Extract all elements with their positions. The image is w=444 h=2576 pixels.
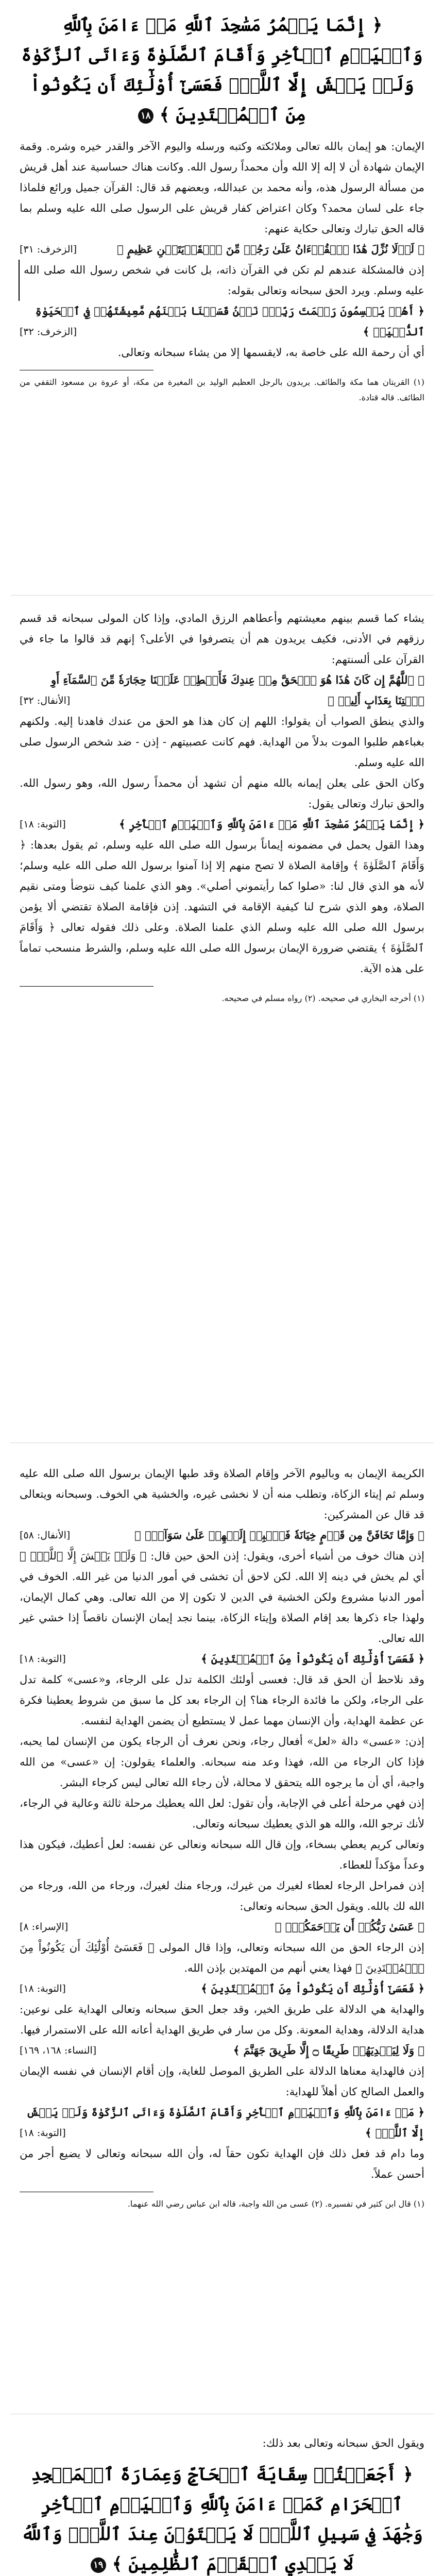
paragraph: والهداية هي الدلالة على طريق الخير، وقد جعل الحق سبحانه وتعالى الهداية على نوعين: هداية الدلالة، وهداية المعونة. وكل من سار في طريق الهداية أعانه الله على الاستمرار فيها. (20, 2003, 424, 2036)
quote-text: ﴿ وَإِمَّا تَخَافَنَّ مِن قَوۡمٍ خِيَانَةٗ فَٱنۢبِذۡ إِلَيۡهِمۡ عَلَىٰ سَوَآءٍۚ ﴾ (134, 1529, 424, 1541)
quran-quote (15, 239, 429, 260)
page-3 (15, 1463, 429, 2401)
paragraph: والذي ينطق الصواب أن يقولوا: اللهم إن كان هذا هو الحق من عندك فاهدنا إليه. ولكنهم بغباءهم طلبوا الموت بدلاً من الهداية. فهم كانت عصبيتهم - إذن - ضد شخص الرسول صلى الله عليه وسلم. (20, 715, 425, 769)
quote-reference: [الإسراء: ٨] (20, 1921, 69, 1933)
paragraph: إذن هناك خوف من أشياء أخرى، ويقول: إذن الحق حين قال: ﴿ وَلَمۡ يَخۡشَ إِلَّا ٱللَّهَۖ ﴾ أي لم يخش في دينه إلا الله. لكن لاحق أن تخشى في أمور الدنيا من غير الله. الخوف في أمور الدنيا مشروع ولكن الخشية في الدين لا تكون إلا من الله تعالى. وهي كمال الإيمان، ولهذا جاء ذكرها بعد إقام الصلاة وإيتاء الزكاة، بينما نجد إيمان الإنسان ناقصاً إذا خشي غير الله تعالى. (20, 1550, 424, 1645)
quote-text: ﴿ عَسَىٰ رَبُّكُمۡ أَن يَرۡحَمَكُمۡۚ ﴾ (275, 1920, 424, 1933)
paragraph: إذن فهي مرحلة أعلى في الإجابة، وأن تقول: لعل الله يعطيك مرحلة ثالثة وعالية في الرجاء، لأنك ترجو الله، والله هو الذي يعطيك سبحانه وتعالى. (20, 1797, 424, 1830)
quran-quote (15, 2040, 429, 2061)
ayah-number: ١٩ (91, 2557, 106, 2573)
quote-reference: [الزخرف: ٣٢] (20, 326, 77, 337)
quote-reference: [التوبة: ١٨] (20, 1653, 66, 1665)
quote-text: ﴿ مَنۡ ءَامَنَ بِٱللَّهِ وَٱلۡيَوۡمِ ٱلۡأٓخِرِ وَأَقَامَ ٱلصَّلَوٰةَ وَءَاتَى ٱلزَّكَوٰةَ وَلَمۡ يَخۡشَ إِلَّا ٱللَّهَۖ ﴾ (26, 2106, 424, 2139)
quran-quote (15, 1978, 429, 1999)
page-divider (10, 595, 434, 596)
quran-quote (15, 670, 429, 711)
paragraph: يشاء كما قسم بينهم معيشتهم وأعطاهم الرزق المادي، وإذا كان المولى سبحانه قد قسم رزقهم في الأدنى، فكيف يريدون هم أن يتصرفوا في الأعلى؟ إنهم قد قالوا ما جاء في القرآن على ألسنتهم: (20, 612, 424, 666)
quote-text: ﴿ إِنَّمَا يَعۡمُرُ مَسَٰجِدَ ٱللَّهِ مَنۡ ءَامَنَ بِٱللَّهِ وَٱلۡيَوۡمِ ٱلۡأٓخِرِ ﴾ (119, 818, 424, 831)
heading-verse-text: ﴿ إِنَّمَا يَعۡمُرُ مَسَٰجِدَ ٱللَّهِ مَنۡ ءَامَنَ بِٱللَّهِ وَٱلۡيَوۡمِ ٱلۡأٓخِرِ وَأَقَامَ ٱلصَّلَوٰةَ وَءَاتَى ٱلزَّكَوٰةَ وَلَمۡ يَخۡشَ إِلَّا ٱللَّهَۖ فَعَسَىٰٓ أُوْلَٰٓئِكَ أَن يَكُونُواْ مِنَ ٱلۡمُهۡتَدِينَ ﴾ (21, 15, 423, 125)
quote-reference: [الأنفال: ٥٨] (20, 1530, 71, 1541)
quote-reference: [الأنفال: ٣٢] (20, 695, 71, 706)
paragraph: وما دام قد فعل ذلك فإن الهداية تكون حقاً له، وأن الله سبحانه وتعالى لا يضيع أجر من أحسن عملاً. (20, 2147, 424, 2180)
quran-quote (15, 301, 429, 342)
heading-verse (15, 10, 429, 130)
quran-quote (15, 2102, 429, 2143)
quote-text: ﴿ أَهُمۡ يَقۡسِمُونَ رَحۡمَتَ رَبِّكَۚ نَحۡنُ قَسَمۡنَا بَيۡنَهُم مَّعِيشَتَهُمۡ فِي ٱلۡحَيَوٰةِ ٱلدُّنۡيَاۚ ﴾ (35, 304, 424, 338)
paragraph: الكريمة الإيمان به وباليوم الآخر وإقام الصلاة وقد طبها الإيمان برسول الله صلى الله عليه وسلم ثم إيتاء الزكاة، وتطلب منه أن لا نخشى غيره، والخشية هي الخوف. وسبحانه ويتعالى قد قال عن المشركين: (20, 1467, 424, 1521)
quote-reference: [الزخرف: ٣١] (20, 244, 77, 255)
footnote: (١) قال ابن كثير في تفسيره. (٢) عسى من الله واجبة، قاله ابن عباس رضي الله عنهما. (127, 2199, 424, 2209)
paragraph: وكان الحق على يعلن إيمانه بالله منهم أن تشهد أن محمداً رسول الله، وهو رسول الله. والحق تبارك وتعالى يقول: (20, 777, 424, 810)
quote-text: ﴿ لَوۡلَا نُزِّلَ هَٰذَا ٱلۡقُرۡءَانُ عَلَىٰ رَجُلٖ مِّنَ ٱلۡقَرۡيَتَيۡنِ عَظِيمٍ ﴾ (117, 243, 424, 256)
page-1 (15, 10, 429, 582)
quote-text: ﴿ ٱللَّهُمَّ إِن كَانَ هَٰذَا هُوَ ٱلۡحَقَّ مِنۡ عِندِكَ فَأَمۡطِرۡ عَلَيۡنَا حِجَارَةٗ مِّنَ ٱلسَّمَآءِ أَوِ ٱئۡتِنَا بِعَذَابٍ أَلِيمٖ ﴾ (51, 673, 424, 707)
quote-text: ﴿ فَعَسَىٰٓ أُوْلَٰٓئِكَ أَن يَكُونُواْ مِنَ ٱلۡمُهۡتَدِينَ ﴾ (201, 1652, 424, 1665)
quote-reference: [التوبة: ١٨] (20, 1983, 66, 1994)
quote-text: ﴿ فَعَسَىٰٓ أُوْلَٰٓئِكَ أَن يَكُونُواْ مِنَ ٱلۡمُهۡتَدِينَ ﴾ (201, 1982, 424, 1995)
quote-reference: [التوبة: ١٨] (20, 2127, 66, 2139)
paragraph: إذن فالهداية معناها الدلالة على الطريق الموصل للغاية، وإن أقام الإنسان في نفسه الإيمان والعمل الصالح كان أهلاً للهداية: (20, 2065, 424, 2098)
quote-reference: [التوبة: ١٨] (20, 819, 66, 830)
page-4 (15, 2427, 429, 2576)
quran-quote (15, 814, 429, 835)
paragraph: الإيمان: هو إيمان بالله تعالى وملائكته وكتبه ورسله واليوم الآخر والقدر خيره وشره. وقمة الإيمان شهادة أن لا إله إلا الله وأن محمداً رسول الله. وكانت هناك حساسية عند أهل قريش من مسألة الرسول هذه، وأنه محمد بن عبدالله، وبعضهم قد قال: القرآن جميل ورائع فلماذا جاء على لسان محمد؟ وكان اعتراض كفار قريش على الرسول صلى الله عليه وسلم بما قاله الحق تبارك وتعالى حكاية عنهم: (20, 140, 424, 235)
page-2 (15, 608, 429, 1422)
paragraph: وتعالى كريم يعطي بسخاء، وإن قال الله سبحانه ونعالى عن نفسه: لعل أعطيك، فيكون هذا وعداً مؤكداً للعطاء. (20, 1838, 424, 1871)
paragraph: إذن الرجاء الحق من الله سبحانه وتعالى، وإذا قال المولى ﴿ فَعَسَىٰٓ أُوْلَٰٓئِكَ أَن يَكُونُواْ مِنَ ٱلۡمُهۡتَدِينَ ﴾ فهذا يعني أنهم من المهتدين بإذن الله. (20, 1941, 424, 1974)
quote-reference: [النساء: ١٦٨، ١٦٩] (20, 2045, 97, 2056)
quote-text: ﴿ وَلَا لِيَهۡدِيَهُمۡ طَرِيقًا ۝ إِلَّا طَرِيقَ جَهَنَّمَ ﴾ (233, 2044, 424, 2057)
quran-quote (15, 1525, 429, 1546)
paragraph: إذن: «عسى» دالة «لعل» أفعال رجاء، ونحن نعرف أن الرجاء يكون من الإنسان لما يحبه، فإذا كان الرجاء من الله، فهذا وعد منه سبحانه. والعلماء يقولون: إن «عسى» من الله واجبة، أي أن ما يرجوه الله يتحقق لا محالة، لأن رجاء الله تعالى ليس كرجاء البشر. (20, 1735, 424, 1789)
closing-verse (15, 2460, 429, 2576)
quran-quote (15, 1649, 429, 1669)
footnote: (١) أخرجه البخاري في صحيحه. (٢) رواه مسلم في صحيحه. (221, 993, 424, 1003)
footnote: (١) القريتان هما مكة والطائف. يريدون بالرجل العظيم الوليد بن المغيرة من مكة، أو عروة بن مسعود الثقفي من الطائف. قاله قتادة. (20, 377, 424, 402)
closing-verse-text: ﴿ أَجَعَلۡتُمۡ سِقَايَةَ ٱلۡحَآجِّ وَعِمَارَةَ ٱلۡمَسۡجِدِ ٱلۡحَرَامِ كَمَنۡ ءَامَنَ بِٱللَّهِ وَٱلۡيَوۡمِ ٱلۡأٓخِرِ وَجَٰهَدَ فِي سَبِيلِ ٱللَّهِۚ لَا يَسۡتَوُۥنَ عِندَ ٱللَّهِۗ وَٱللَّهُ لَا يَهۡدِي ٱلۡقَوۡمَ ٱلظَّٰلِمِينَ ﴾ (21, 2464, 423, 2574)
quran-quote (15, 1917, 429, 1937)
paragraph: أي أن رحمة الله على خاصة به، لايقسمها إلا من يشاء سبحانه وتعالى. (117, 346, 424, 359)
paragraph: وقد نلاحظ أن الحق قد قال: فعسى أولئك الكلمة تدل على الرجاء، و«عسى» كلمة تدل على الرجاء، ولكن ما فائدة الرجاء هنا؟ إن الرجاء بعد كل ما سبق من شروط يعطينا فكرة عن عظمة الهداية، وأن الإنسان مهما عمل لا يستطيع أن يضمن الهداية لنفسه. (20, 1673, 424, 1727)
paragraph: وهذا القول يحمل في مضمونه إيماناً برسول الله صلى الله عليه وسلم، ثم يقول بعدها: ﴿ وَأَقَامَ ٱلصَّلَوٰةَ ﴾ وإقامة الصلاة لا تصح منهم إلا إذا آمنوا برسول الله صلى الله عليه وسلم؛ لأنه هو الذي قال لنا: «صلوا كما رأيتموني أصلي». وهو الذي علمنا كيف نتوضأ ومتى نقيم الصلاة، وهو الذي شرح لنا كيفية الإقامة في التشهد. إذن فإقامة الصلاة تقتضي ألا يؤمن برسول الله صلى الله عليه وسلم الذي علمنا الصلاة. وعلى ذلك فقوله تعالى ﴿ وَأَقَامَ ٱلصَّلَوٰةَ ﴾ يقتضي ضرورة الإيمان برسول الله صلى الله عليه وسلم، والشرط منسحب تماماً على هذه الآية. (20, 839, 424, 975)
paragraph: ويقول الحق سبحانه وتعالى بعد ذلك: (262, 2437, 424, 2449)
paragraph: إذن فمراحل الرجاء لعطاء لغيرك من غيرك، ورجاء منك لغيرك، ورجاء من الله، ورجاء من الله لك بالله. ويقول الحق سبحانه وتعالى: (20, 1879, 424, 1912)
footnote-divider (20, 986, 153, 987)
ayah-number: ١٨ (138, 108, 153, 124)
paragraph: إذن فالمشكلة عندهم لم تكن في القرآن ذاته، بل كانت في شخص رسول الله صلى الله عليه وسلم. ويرد الحق سبحانه وتعالى بقوله: (19, 260, 429, 301)
